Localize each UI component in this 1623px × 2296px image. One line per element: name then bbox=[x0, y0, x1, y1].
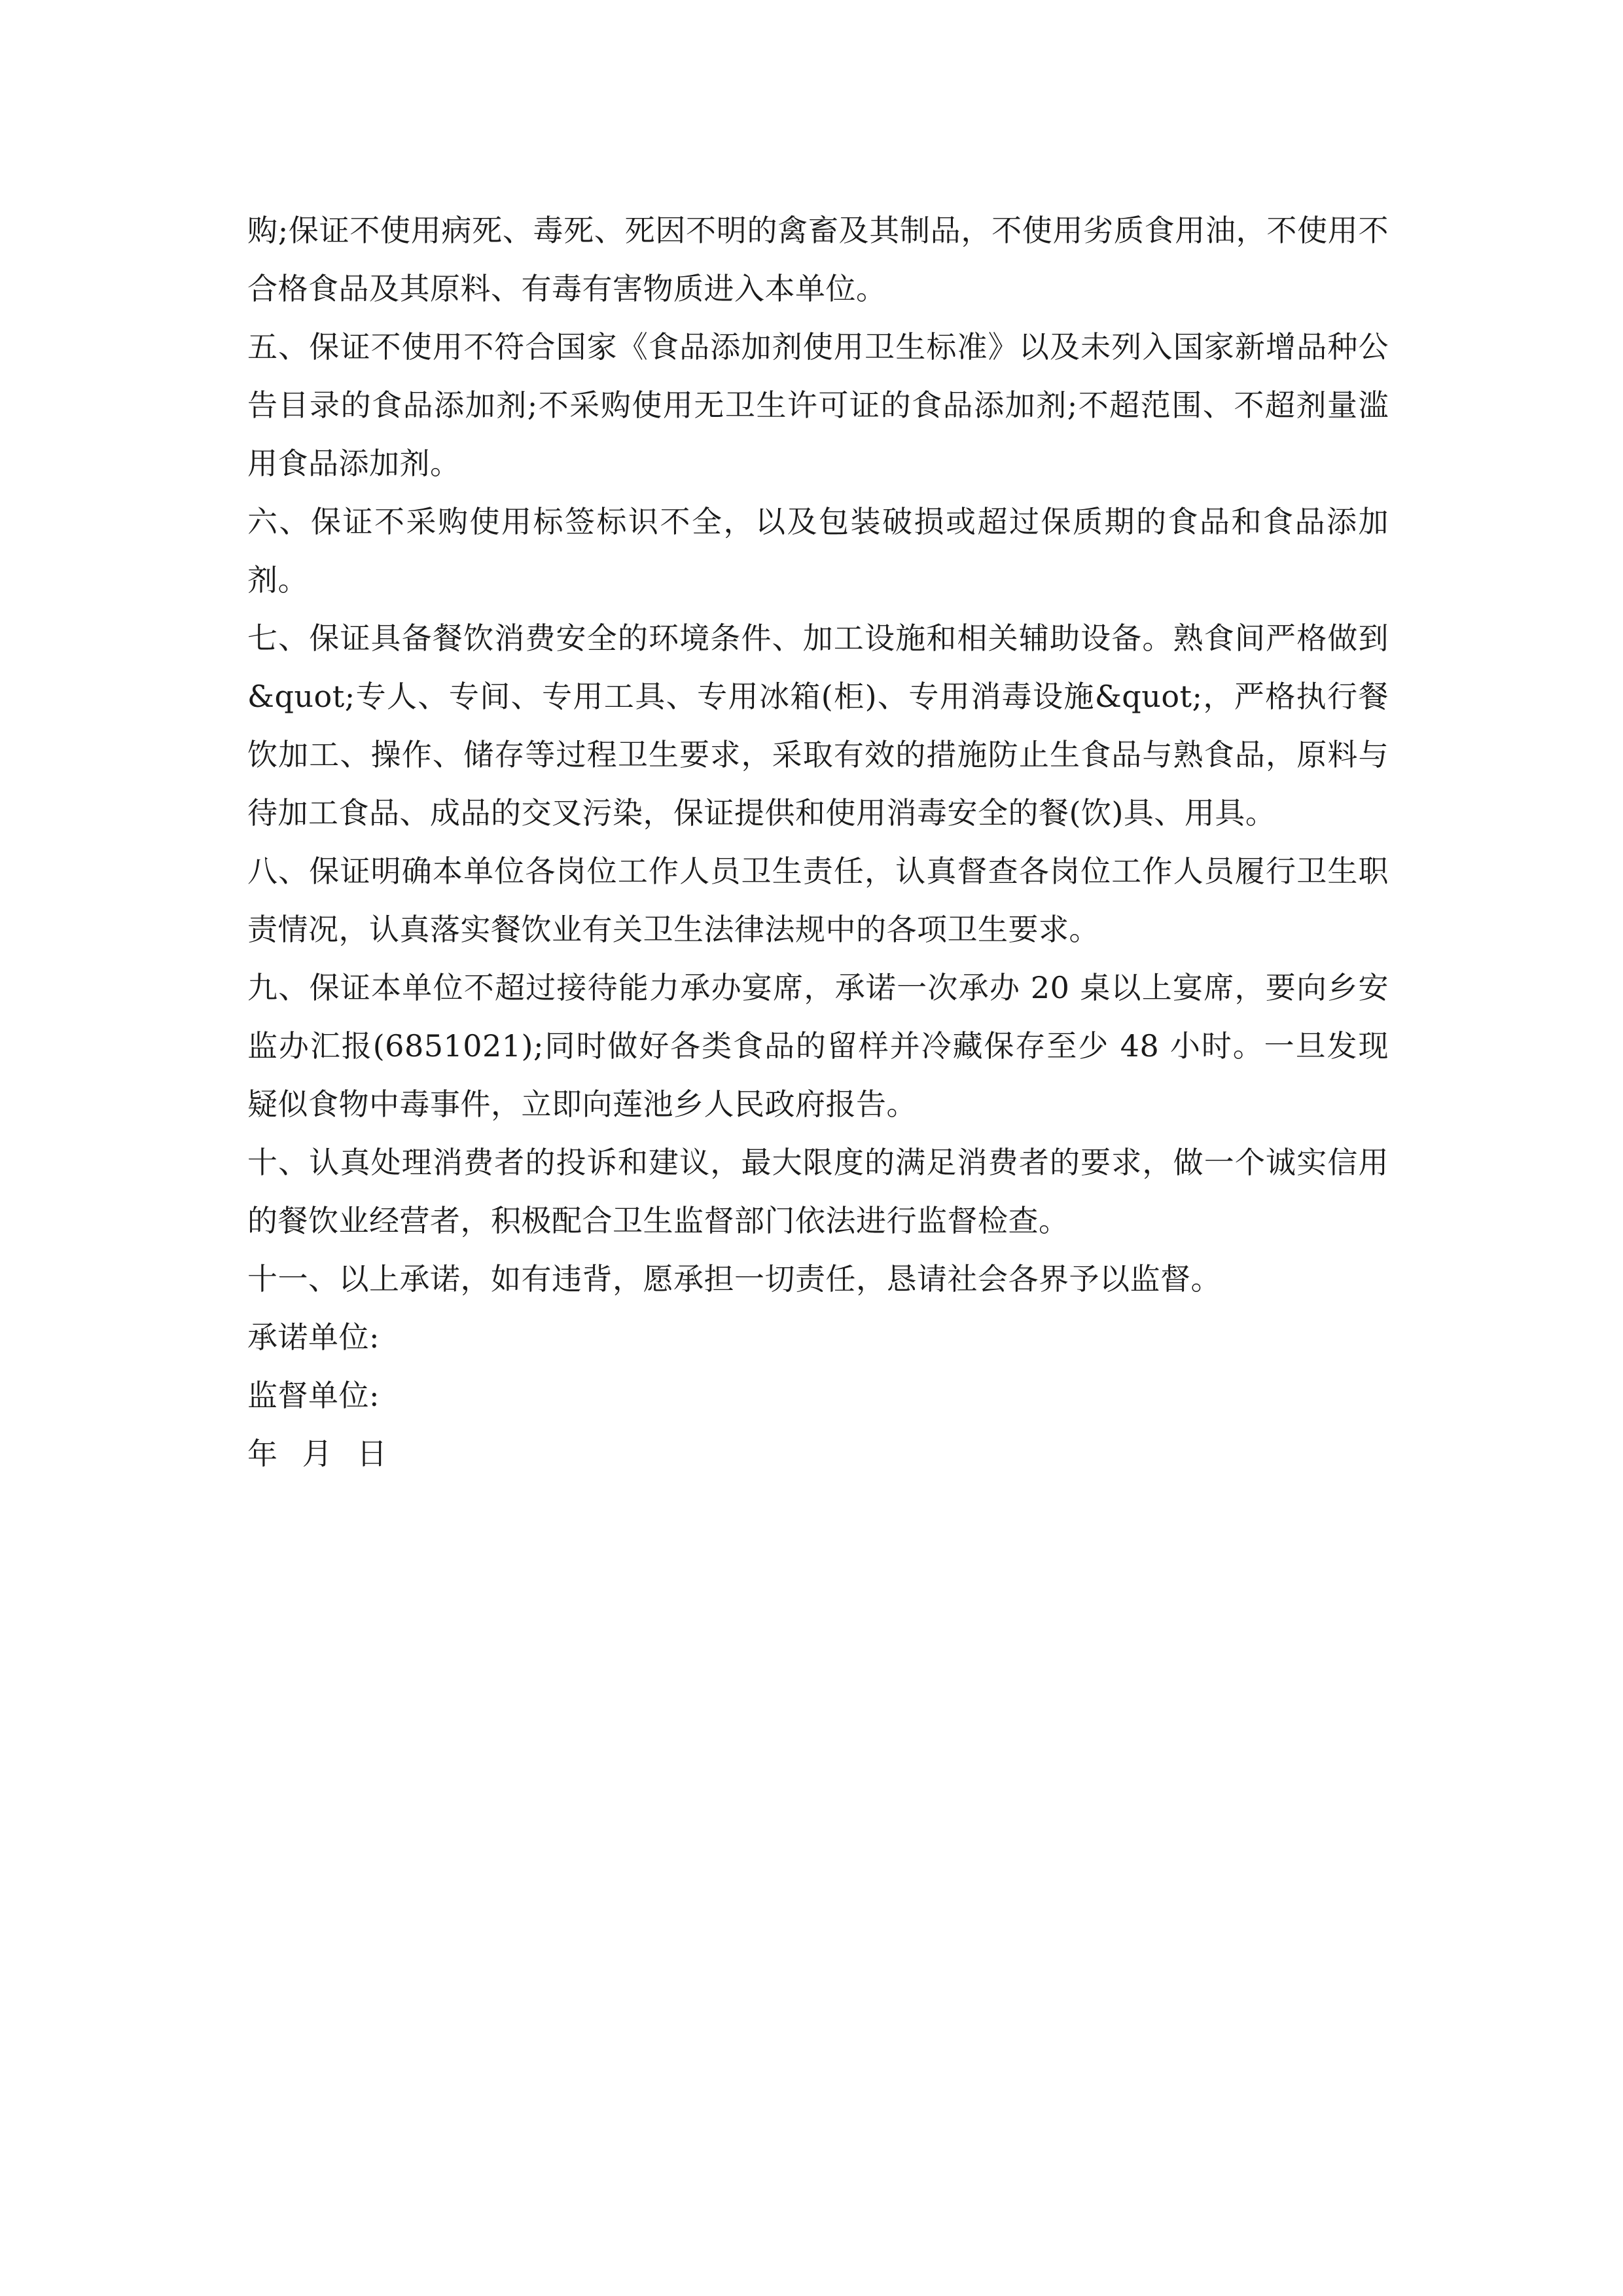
date-month: 月 bbox=[302, 1436, 333, 1471]
paragraph-item-10: 十、认真处理消费者的投诉和建议，最大限度的满足消费者的要求，做一个诚实信用的餐饮业经营者，积极配合卫生监督部门依法进行监督检查。 bbox=[247, 1145, 1389, 1238]
paragraph-item-11: 十一、以上承诺，如有违背，愿承担一切责任，恳请社会各界予以监督。 bbox=[247, 1261, 1221, 1297]
paragraph-item-9: 九、保证本单位不超过接待能力承办宴席，承诺一次承办 20 桌以上宴席，要向乡安监办汇报(6851021);同时做好各类食品的留样并冷藏保存至少 48 小时。一旦发现疑似食物中毒事件，立即向莲池乡人民政府报告。 bbox=[247, 970, 1389, 1122]
paragraph-item-6: 六、保证不采购使用标签标识不全，以及包装破损或超过保质期的食品和食品添加剂。 bbox=[247, 504, 1389, 598]
document-body bbox=[247, 202, 1389, 1483]
paragraph-item-5: 五、保证不使用不符合国家《食品添加剂使用卫生标准》以及未列入国家新增品种公告目录的食品添加剂;不采购使用无卫生许可证的食品添加剂;不超范围、不超剂量滥用食品添加剂。 bbox=[247, 329, 1389, 481]
date-day: 日 bbox=[357, 1436, 387, 1471]
date-year: 年 bbox=[247, 1436, 278, 1471]
supervisor-label: 监督单位: bbox=[247, 1378, 380, 1413]
promisor-label: 承诺单位: bbox=[247, 1319, 380, 1355]
paragraph-item-8: 八、保证明确本单位各岗位工作人员卫生责任，认真督查各岗位工作人员履行卫生职责情况，认真落实餐饮业有关卫生法律法规中的各项卫生要求。 bbox=[247, 853, 1389, 947]
date-line bbox=[247, 1425, 1389, 1483]
paragraph-continuation: 购;保证不使用病死、毒死、死因不明的禽畜及其制品，不使用劣质食用油，不使用不合格食品及其原料、有毒有害物质进入本单位。 bbox=[247, 213, 1389, 306]
paragraph-item-7: 七、保证具备餐饮消费安全的环境条件、加工设施和相关辅助设备。熟食间严格做到&quot;专人、专间、专用工具、专用冰箱(柜)、专用消毒设施&quot;，严格执行餐饮加工、操作、储存等过程卫生要求，采取有效的措施防止生食品与熟食品，原料与待加工食品、成品的交叉污染，保证提供和使用消毒安全的餐(饮)具、用具。 bbox=[247, 620, 1389, 831]
